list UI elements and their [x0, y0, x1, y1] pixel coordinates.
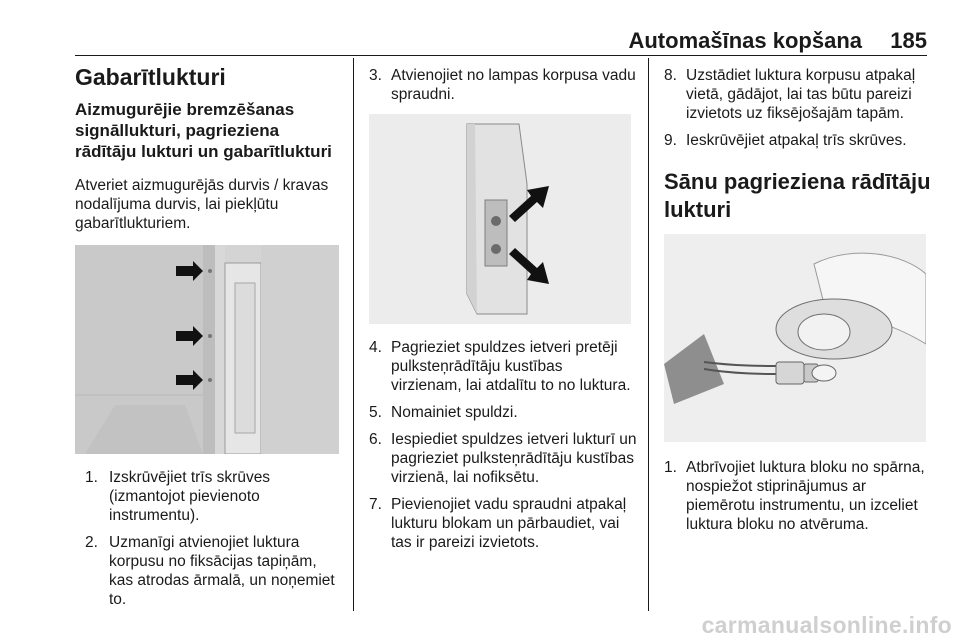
- step-7-text: Pievienojiet vadu spraudni atpakaļ lukturu blokam un pārbaudiet, vai tas ir pareizi izvietots.: [391, 496, 627, 551]
- page-header-title: Automašīnas kopšana: [628, 28, 862, 53]
- side-indicator-figure: [664, 234, 926, 442]
- intro-text: Atveriet aizmugurējās durvis / kravas nodalījuma durvis, lai piekļūtu gabarītlukturiem.: [75, 177, 329, 232]
- step-5-text: Nomainiet spuldzi.: [391, 404, 518, 421]
- step-8-number: 8.: [664, 67, 677, 84]
- step-7: [369, 495, 637, 552]
- step-3-text: Atvienojiet no lampas korpusa vadu spraudni.: [391, 67, 636, 103]
- step-5: [369, 403, 637, 422]
- section-title-side-indicators: Sānu pagrieziena rādītāju lukturi: [664, 169, 931, 222]
- step-8: [664, 66, 932, 123]
- column-divider-1: [353, 58, 354, 611]
- watermark: carmanualsonline.info: [701, 612, 952, 638]
- step-4-number: 4.: [369, 339, 382, 356]
- side-step-1: [664, 458, 932, 534]
- step-8-text: Uzstādiet luktura korpusu atpakaļ vietā, gādājot, lai tas būtu pareizi izvietots uz fiksējošajām tapām.: [686, 67, 916, 122]
- step-2-number: 2.: [85, 534, 98, 551]
- column-3: [664, 58, 932, 534]
- rear-lamp-figure: [75, 245, 339, 454]
- step-6-number: 6.: [369, 431, 382, 448]
- section-title-gabaritlukturi: Gabarītlukturi: [75, 64, 226, 90]
- rear-lamp-illustration: [75, 245, 339, 454]
- step-1-text: Izskrūvējiet trīs skrūves (izmantojot pievienoto instrumentu).: [109, 469, 271, 524]
- column-2: [369, 58, 637, 552]
- plug-illustration: [369, 114, 631, 324]
- step-3: [369, 66, 637, 104]
- step-9: [664, 131, 932, 150]
- column-1: [75, 58, 340, 609]
- step-1-number: 1.: [85, 469, 98, 486]
- step-7-number: 7.: [369, 496, 382, 513]
- step-3-number: 3.: [369, 67, 382, 84]
- header-rule: [75, 55, 927, 56]
- step-9-text: Ieskrūvējiet atpakaļ trīs skrūves.: [686, 132, 907, 149]
- column-divider-2: [648, 58, 649, 611]
- step-4-text: Pagrieziet spuldzes ietveri pretēji pulksteņrādītāju kustības virzienam, lai atdalītu to no luktura.: [391, 339, 631, 394]
- subsection-title-rear-lights: Aizmugurējie bremzēšanas signāllukturi, pagrieziena rādītāju lukturi un gabarītlukturi: [75, 100, 332, 161]
- step-1: [85, 468, 340, 525]
- plug-figure: [369, 114, 631, 324]
- side-indicator-illustration: [664, 234, 926, 442]
- step-2-text: Uzmanīgi atvienojiet luktura korpusu no fiksācijas tapiņām, kas atrodas ārmalā, un noņemiet to.: [109, 534, 335, 608]
- step-6: [369, 430, 637, 487]
- step-9-number: 9.: [664, 132, 677, 149]
- side-step-1-text: Atbrīvojiet luktura bloku no spārna, nospiežot stiprinājumus ar piemērotu instrumentu, un izceliet luktura bloku no atvēruma.: [686, 459, 925, 533]
- step-2: [85, 533, 340, 609]
- step-4: [369, 338, 637, 395]
- step-6-text: Iespiediet spuldzes ietveri lukturī un pagrieziet pulksteņrādītāju kustības virzienā, lai nofiksētu.: [391, 431, 637, 486]
- page-number: 185: [890, 28, 927, 53]
- side-step-1-number: 1.: [664, 459, 677, 476]
- step-5-number: 5.: [369, 404, 382, 421]
